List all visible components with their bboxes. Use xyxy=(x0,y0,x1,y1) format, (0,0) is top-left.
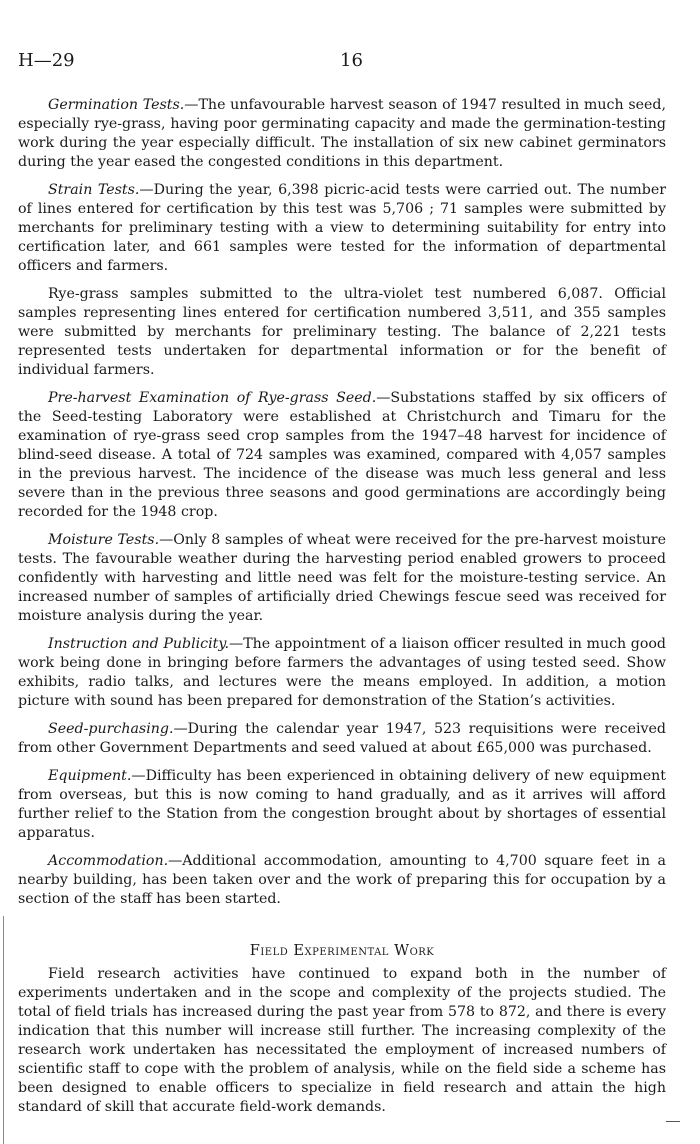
paragraph-heading: Equipment. xyxy=(48,768,132,784)
paragraph-text: —Only 8 samples of wheat were received for the pre-harvest moisture tests. The favourable weather during the harvesting period enabled growers to proceed confidently with harvesting and little need was felt for the moisture-testing service. An increased number of samples of artificially dried Chewings fescue seed was received for moisture analysis during the year. xyxy=(18,532,666,624)
section-heading: Field Experimental Work xyxy=(249,942,435,959)
paragraph-accommodation xyxy=(18,852,666,909)
page-body xyxy=(18,96,666,1126)
paragraph-heading: Germination Tests. xyxy=(48,97,185,113)
paragraph-text: —The unfavourable harvest season of 1947 resulted in much seed, especially rye-grass, having poor germinating capacity and made the germination-testing work during the year especially difficult. The installation of six new cabinet germinators during the year eased the congested conditions in this department. xyxy=(18,97,666,170)
paragraph-heading: Accommodation. xyxy=(48,853,169,869)
paragraph-instruction-publicity xyxy=(18,635,666,711)
paragraph-equipment xyxy=(18,767,666,843)
paragraph-text: —Difficulty has been experienced in obtaining delivery of new equipment from overseas, but this is now coming to hand gradually, and as it arrives will afford further relief to the Station from the congestion brought about by shortages of essential apparatus. xyxy=(18,768,666,841)
page-header xyxy=(18,50,682,74)
paragraph-text: —During the year, 6,398 picric-acid tests were carried out. The number of lines entered for certification by this test was 5,706 ; 71 samples were submitted by merchants for preliminary testing with a view to determining suitability for entry into certification later, and 661 samples were tested for the information of departmental officers and farmers. xyxy=(18,182,666,274)
paragraph-heading: Instruction and Publicity. xyxy=(48,636,229,652)
paragraph-ultra-violet-test xyxy=(18,285,666,380)
page-number: 16 xyxy=(340,50,363,71)
document-reference: H—29 xyxy=(18,50,75,71)
paragraph-pre-harvest-examination xyxy=(18,389,666,522)
paragraph-text: —Substations staffed by six officers of the Seed-testing Laboratory were established at Christchurch and Timaru for the examination of rye-grass seed crop samples from the 1947–48 harvest for incidence of blind-seed disease. A total of 724 samples was examined, compared with 4,057 samples in the previous harvest. The incidence of the disease was much less general and less severe than in the previous three seasons and good germinations are accordingly being recorded for the 1948 crop. xyxy=(18,390,666,520)
paragraph-strain-tests xyxy=(18,181,666,276)
margin-rule xyxy=(3,916,4,1144)
paragraph-heading: Pre-harvest Examination of Rye-grass Seed. xyxy=(48,390,377,406)
paragraph-heading: Moisture Tests. xyxy=(48,532,160,548)
paragraph-heading: Strain Tests. xyxy=(48,182,140,198)
paragraph-seed-purchasing xyxy=(18,720,666,758)
paragraph-field-experimental-work: Field research activities have continued to expand both in the number of experiments undertaken and in the scope and complexity of the projects studied. The total of field trials has increased during the past year from 578 to 872, and there is every indication that this number will increase still further. The increasing complexity of the research work undertaken has necessitated the employment of increased numbers of scientific staff to cope with the problem of analysis, while on the field side a scheme has been designed to enable officers to specialize in field research and attain the high standard of skill that accurate field-work demands. xyxy=(18,966,666,1115)
paragraph-germination-tests xyxy=(18,96,666,172)
paragraph-text: —Additional accommodation, amounting to 4,700 square feet in a nearby building, has been taken over and the work of preparing this for occupation by a section of the staff has been started. xyxy=(18,853,666,907)
paragraph-text: Rye-grass samples submitted to the ultra-violet test numbered 6,087. Official samples representing lines entered for certification numbered 3,511, and 355 samples were submitted by merchants for preliminary testing. The balance of 2,221 tests represented tests undertaken for departmental information or for the benefit of individual farmers. xyxy=(18,286,666,378)
paragraph-heading: Seed-purchasing. xyxy=(48,721,174,737)
page-mark xyxy=(666,1121,680,1122)
paragraph-text: —During the calendar year 1947, 523 requisitions were received from other Government Departments and seed valued at about £65,000 was purchased. xyxy=(18,721,666,756)
paragraph-text: —The appointment of a liaison officer resulted in much good work being done in bringing before farmers the advantages of using tested seed. Show exhibits, radio talks, and lectures were the means employed. In addition, a motion picture with sound has been prepared for demonstration of the Station’s activities. xyxy=(18,636,666,709)
paragraph-moisture-tests xyxy=(18,531,666,626)
